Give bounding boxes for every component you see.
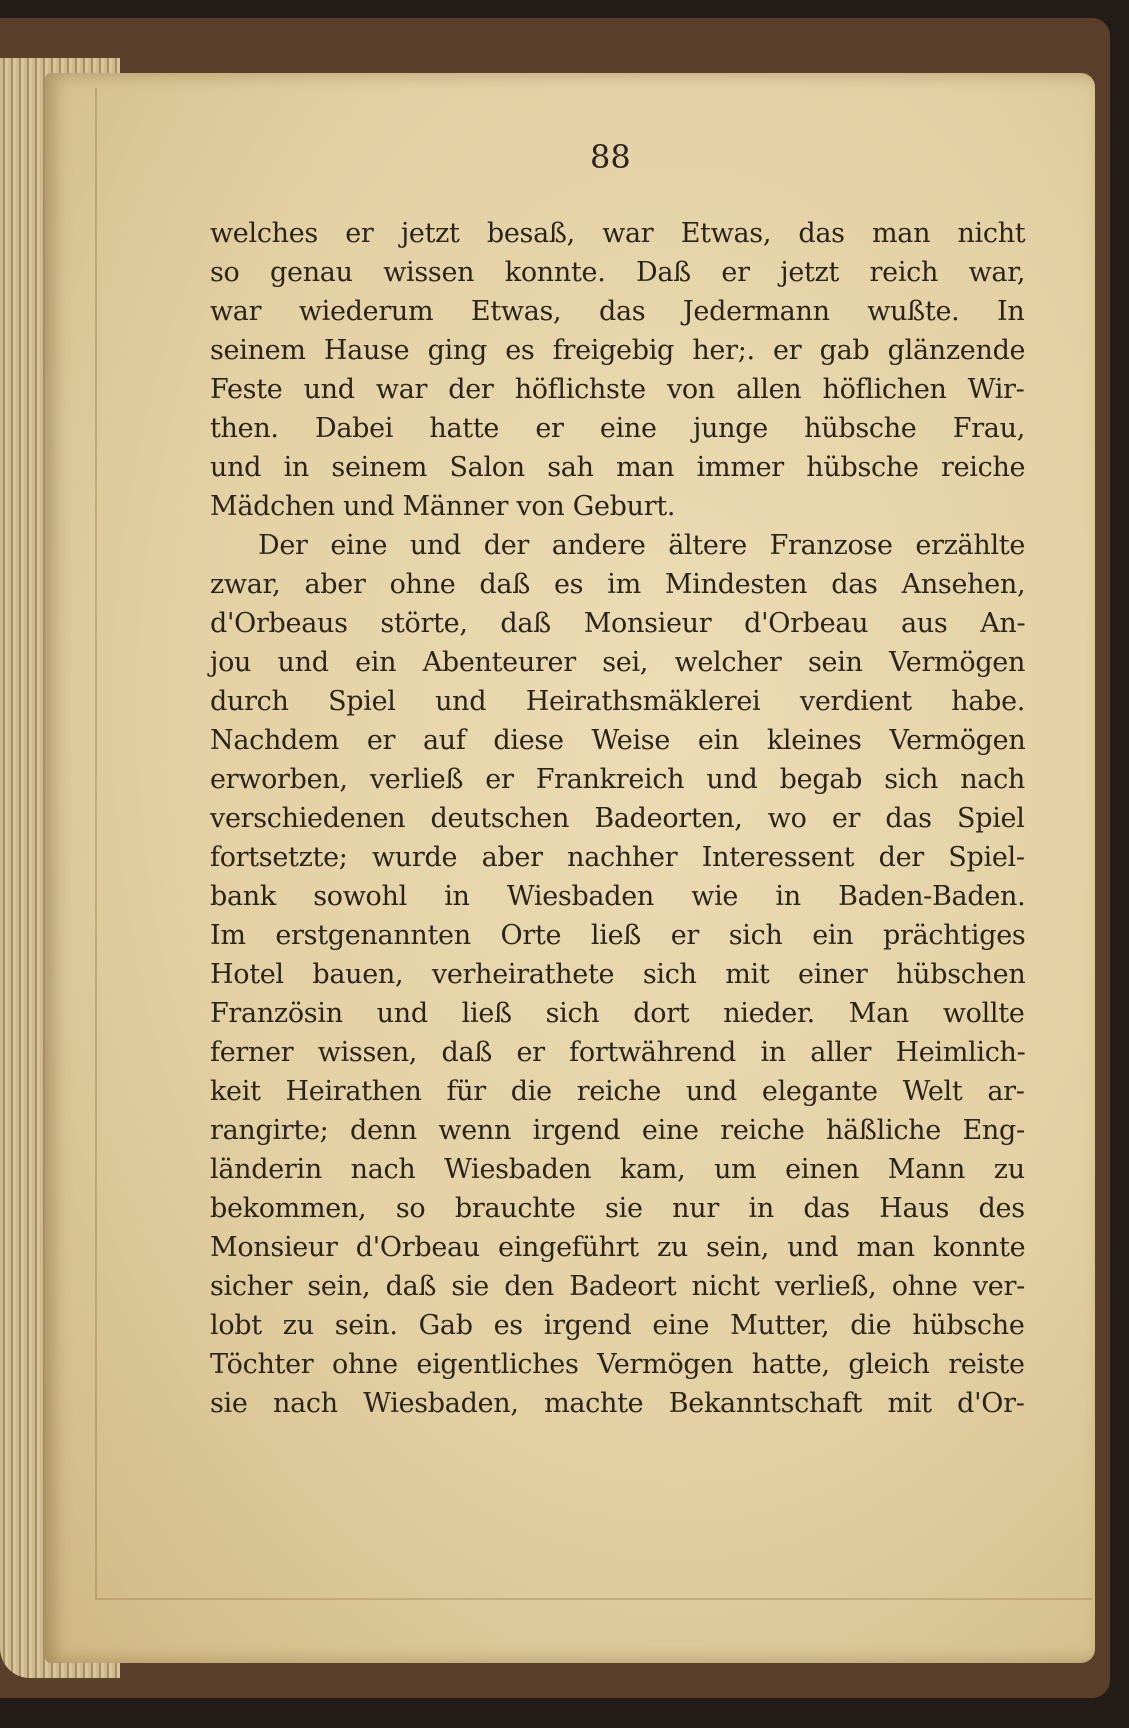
text-line: fortsetzte; wurde aber nachher Interessent der Spiel- <box>210 842 1025 873</box>
text-line: so genau wissen konnte. Daß er jetzt reich war, <box>210 257 1026 288</box>
text-line: seinem Hause ging es freigebig her;. er gab glänzende <box>210 335 1026 366</box>
page-number: 88 <box>590 138 631 176</box>
text-line: ferner wissen, daß er fortwährend in aller Heimlich- <box>210 1037 1026 1068</box>
text-line: verschiedenen deutschen Badeorten, wo er das Spiel <box>210 803 1025 834</box>
text-line: war wiederum Etwas, das Jedermann wußte. In <box>210 296 1025 327</box>
text-line: keit Heirathen für die reiche und elegante Welt ar- <box>210 1076 1025 1107</box>
text-line: Feste und war der höflichste von allen höflichen Wir- <box>210 374 1025 405</box>
text-line: Töchter ohne eigentliches Vermögen hatte, gleich reiste <box>210 1349 1025 1380</box>
text-line: Nachdem er auf diese Weise ein kleines Vermögen <box>210 725 1026 756</box>
text-line: Im erstgenannten Orte ließ er sich ein prächtiges <box>210 920 1026 951</box>
text-line: Monsieur d'Orbeau eingeführt zu sein, und man konnte <box>210 1232 1026 1263</box>
text-line: welches er jetzt besaß, war Etwas, das man nicht <box>210 218 1026 249</box>
text-line: erworben, verließ er Frankreich und begab sich nach <box>210 764 1025 795</box>
text-line: sie nach Wiesbaden, machte Bekanntschaft mit d'Or- <box>210 1388 1025 1419</box>
text-line: lobt zu sein. Gab es irgend eine Mutter, die hübsche <box>210 1310 1025 1341</box>
text-line: rangirte; denn wenn irgend eine reiche häßliche Eng- <box>210 1115 1025 1146</box>
text-line: bekommen, so brauchte sie nur in das Haus des <box>210 1193 1025 1224</box>
text-line: durch Spiel und Heirathsmäklerei verdient habe. <box>210 686 1026 717</box>
text-line: Hotel bauen, verheirathete sich mit einer hübschen <box>210 959 1026 990</box>
text-line: zwar, aber ohne daß es im Mindesten das Ansehen, <box>210 569 1026 600</box>
text-line: d'Orbeaus störte, daß Monsieur d'Orbeau aus An- <box>210 608 1026 639</box>
text-line: Mädchen und Männer von Geburt. <box>210 491 676 522</box>
text-line: bank sowohl in Wiesbaden wie in Baden-Baden. <box>210 881 1026 912</box>
text-line: then. Dabei hatte er eine junge hübsche Frau, <box>210 413 1025 444</box>
text-line: Französin und ließ sich dort nieder. Man wollte <box>210 998 1025 1029</box>
text-line: länderin nach Wiesbaden kam, um einen Mann zu <box>210 1154 1025 1185</box>
text-line: sicher sein, daß sie den Badeort nicht verließ, ohne ver- <box>210 1271 1025 1302</box>
text-line: und in seinem Salon sah man immer hübsche reiche <box>210 452 1026 483</box>
text-line: jou und ein Abenteurer sei, welcher sein Vermögen <box>210 647 1026 678</box>
text-line: Der eine und der andere ältere Franzose erzählte <box>258 530 1026 561</box>
